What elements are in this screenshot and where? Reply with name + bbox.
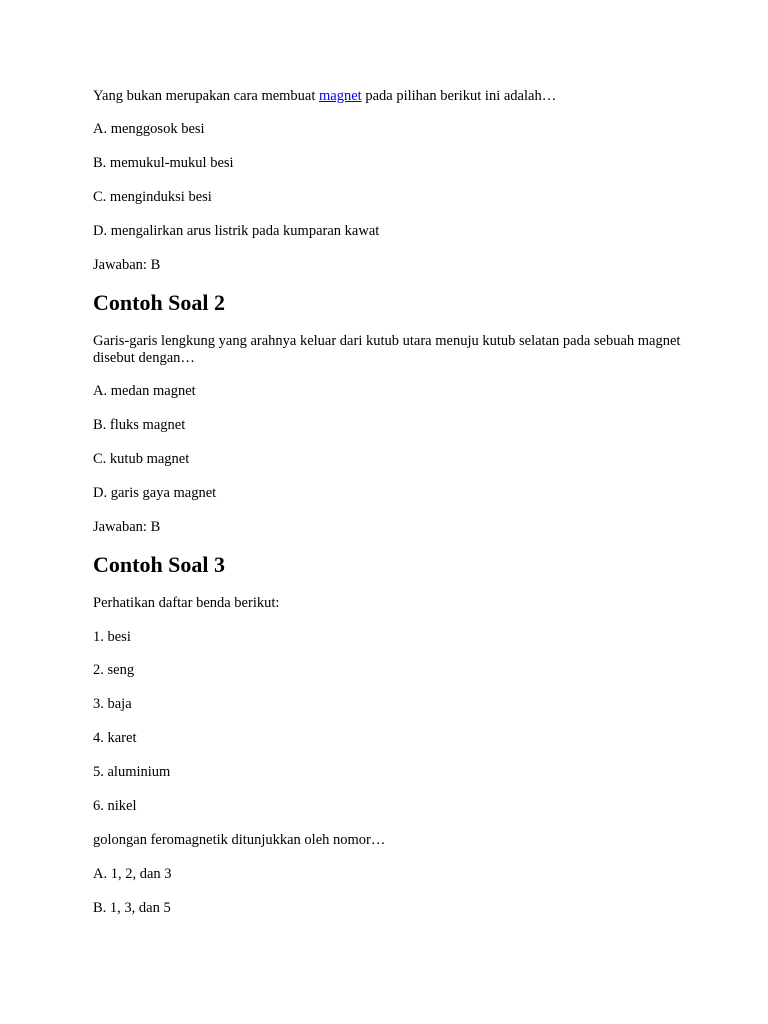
q3-list-item: 6. nikel (93, 798, 137, 814)
q1-option-c: C. menginduksi besi (93, 189, 212, 205)
q2-answer: Jawaban: B (93, 519, 161, 535)
q1-option-d: D. mengalirkan arus listrik pada kumparan kawat (93, 223, 380, 239)
q3-list-item: 4. karet (93, 730, 137, 746)
q3-option-b: B. 1, 3, dan 5 (93, 900, 171, 916)
q3-question: golongan feromagnetik ditunjukkan oleh nomor… (93, 832, 386, 848)
q2-question: Garis-garis lengkung yang arahnya keluar dari kutub utara menuju kutub selatan pada sebuah magnet disebut dengan… (93, 333, 681, 366)
q2-heading: Contoh Soal 2 (93, 290, 226, 315)
q1-question-suffix: pada pilihan berikut ini adalah… (365, 88, 557, 104)
q3-list-item: 2. seng (93, 662, 135, 678)
q3-intro: Perhatikan daftar benda berikut: (93, 595, 280, 611)
q2-option-b: B. fluks magnet (93, 417, 186, 433)
q2-option-c: C. kutub magnet (93, 451, 190, 467)
q2-option-a: A. medan magnet (93, 383, 196, 399)
q1-question-prefix: Yang bukan merupakan cara membuat (93, 88, 316, 104)
q1-answer: Jawaban: B (93, 257, 161, 273)
q3-list-item: 3. baja (93, 696, 132, 712)
q3-heading: Contoh Soal 3 (93, 552, 226, 577)
q1-question (93, 88, 556, 105)
magnet-link[interactable]: magnet (319, 88, 362, 104)
q3-list-item: 1. besi (93, 629, 131, 645)
q3-option-a: A. 1, 2, dan 3 (93, 866, 172, 882)
q3-list-item: 5. aluminium (93, 764, 171, 780)
q2-option-d: D. garis gaya magnet (93, 485, 217, 501)
q1-option-a: A. menggosok besi (93, 121, 205, 137)
q1-option-b: B. memukul-mukul besi (93, 155, 234, 171)
